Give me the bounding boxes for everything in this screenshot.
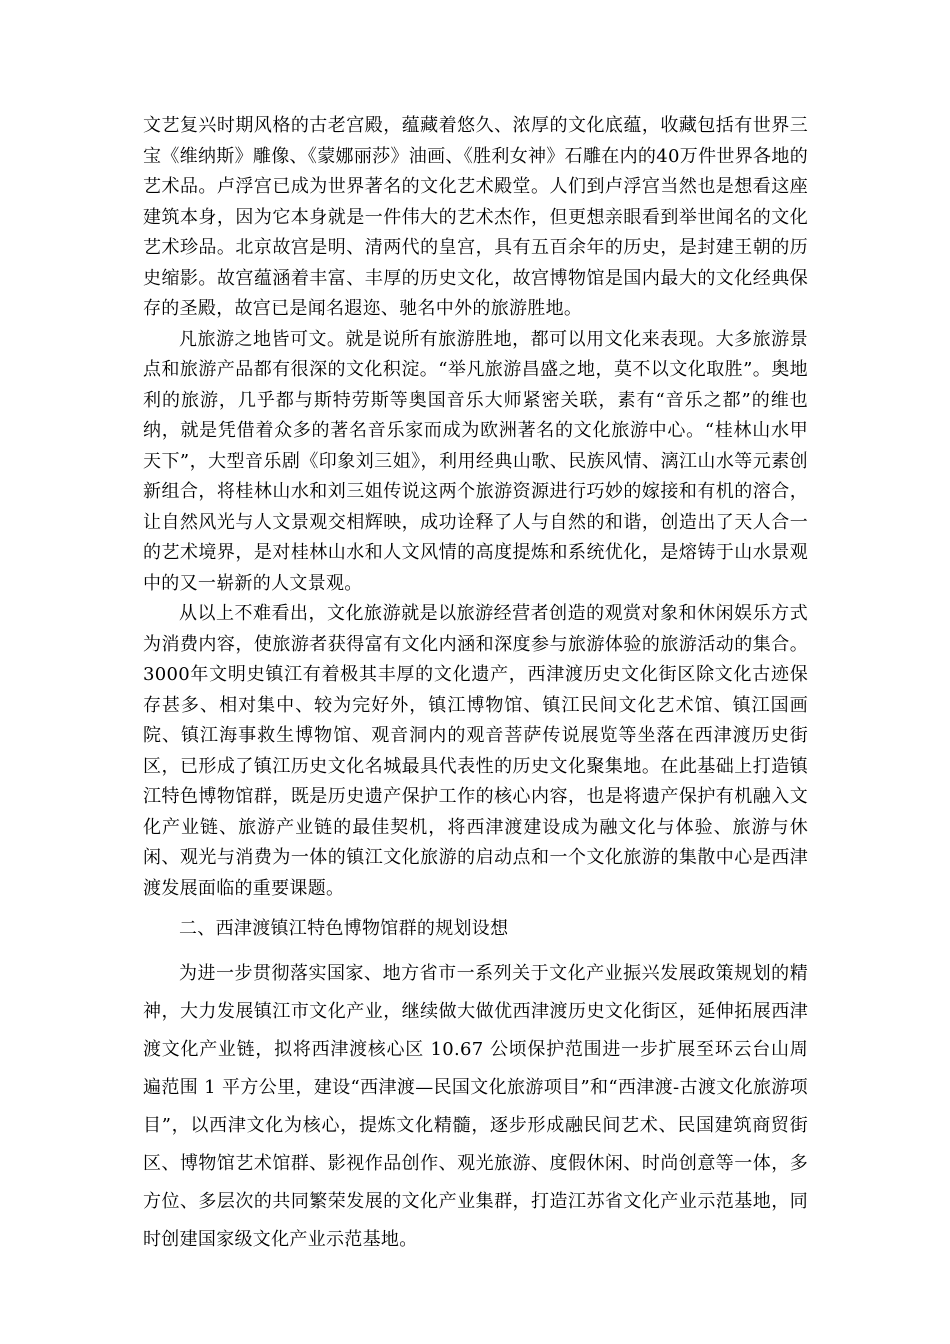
section-heading: 二、西津渡镇江特色博物馆群的规划设想 [179,918,509,939]
body-paragraph: 为进一步贯彻落实国家、地方省市一系列关于文化产业振兴发展政策规划的精神，大力发展镇江市文化产业，继续做大做优西津渡历史文化街区，延伸拓展西津渡文化产业链，拟将西津渡核心区 10.67 公顷保护范围进一步扩展至环云台山周遍范围 1 平方公里，建设“西津渡—民国文化旅游项目”和“西津渡-古渡文化旅游项目”，以西津文化为核心，提炼文化精髓，逐步形成融民间艺术、民国建筑商贸街区、博物馆艺术馆群、影视作品创作、观光旅游、度假休闲、时尚创意等一体，多方位、多层次的共同繁荣发展的文化产业集群，打造江苏省文化产业示范基地，同时创建国家级文化产业示范基地。 [143,962,808,1250]
body-paragraph: 从以上不难看出，文化旅游就是以旅游经营者创造的观赏对象和休闲娱乐方式为消费内容，使旅游者获得富有文化内涵和深度参与旅游体验的旅游活动的集合。3000年文明史镇江有着极其丰厚的文化遗产，西津渡历史文化街区除文化古迹保存甚多、相对集中、较为完好外，镇江博物馆、镇江民间文化艺术馆、镇江国画院、镇江海事救生博物馆、观音洞内的观音菩萨传说展览等坐落在西津渡历史街区，已形成了镇江历史文化名城最具代表性的历史文化聚集地。在此基础上打造镇江特色博物馆群，既是历史遗产保护工作的核心内容，也是将遗产保护有机融入文化产业链、旅游产业链的最佳契机，将西津渡建设成为融文化与体验、旅游与休闲、观光与消费为一体的镇江文化旅游的启动点和一个文化旅游的集散中心是西津渡发展面临的重要课题。 [143,603,808,899]
body-paragraph: 凡旅游之地皆可文。就是说所有旅游胜地，都可以用文化来表现。大多旅游景点和旅游产品都有很深的文化积淀。“举凡旅游昌盛之地，莫不以文化取胜”。奥地利的旅游，几乎都与斯特劳斯等奥国音乐大师紧密关联，素有“音乐之都”的维也纳，就是凭借着众多的著名音乐家而成为欧洲著名的文化旅游中心。“桂林山水甲天下”，大型音乐剧《印象刘三姐》，利用经典山歌、民族风情、漓江山水等元素创新组合，将桂林山水和刘三姐传说这两个旅游资源进行巧妙的嫁接和有机的溶合，让自然风光与人文景观交相辉映，成功诠释了人与自然的和谐，创造出了天人合一的艺术境界，是对桂林山水和人文风情的高度提炼和系统优化，是熔铸于山水景观中的又一崭新的人文景观。 [143,328,808,594]
document-page [143,111,808,1259]
body-paragraph-continued: 文艺复兴时期风格的古老宫殿，蕴藏着悠久、浓厚的文化底蕴，收藏包括有世界三宝《维纳斯》雕像、《蒙娜丽莎》油画、《胜利女神》石雕在内的40万件世界各地的艺术品。卢浮宫已成为世界著名的文化艺术殿堂。人们到卢浮宫当然也是想看这座建筑本身，因为它本身就是一件伟大的艺术杰作，但更想亲眼看到举世闻名的文化艺术珍品。北京故宫是明、清两代的皇宫，具有五百余年的历史，是封建王朝的历史缩影。故宫蕴涵着丰富、丰厚的历史文化，故宫博物馆是国内最大的文化经典保存的圣殿，故宫已是闻名遐迩、驰名中外的旅游胜地。 [143,115,808,319]
